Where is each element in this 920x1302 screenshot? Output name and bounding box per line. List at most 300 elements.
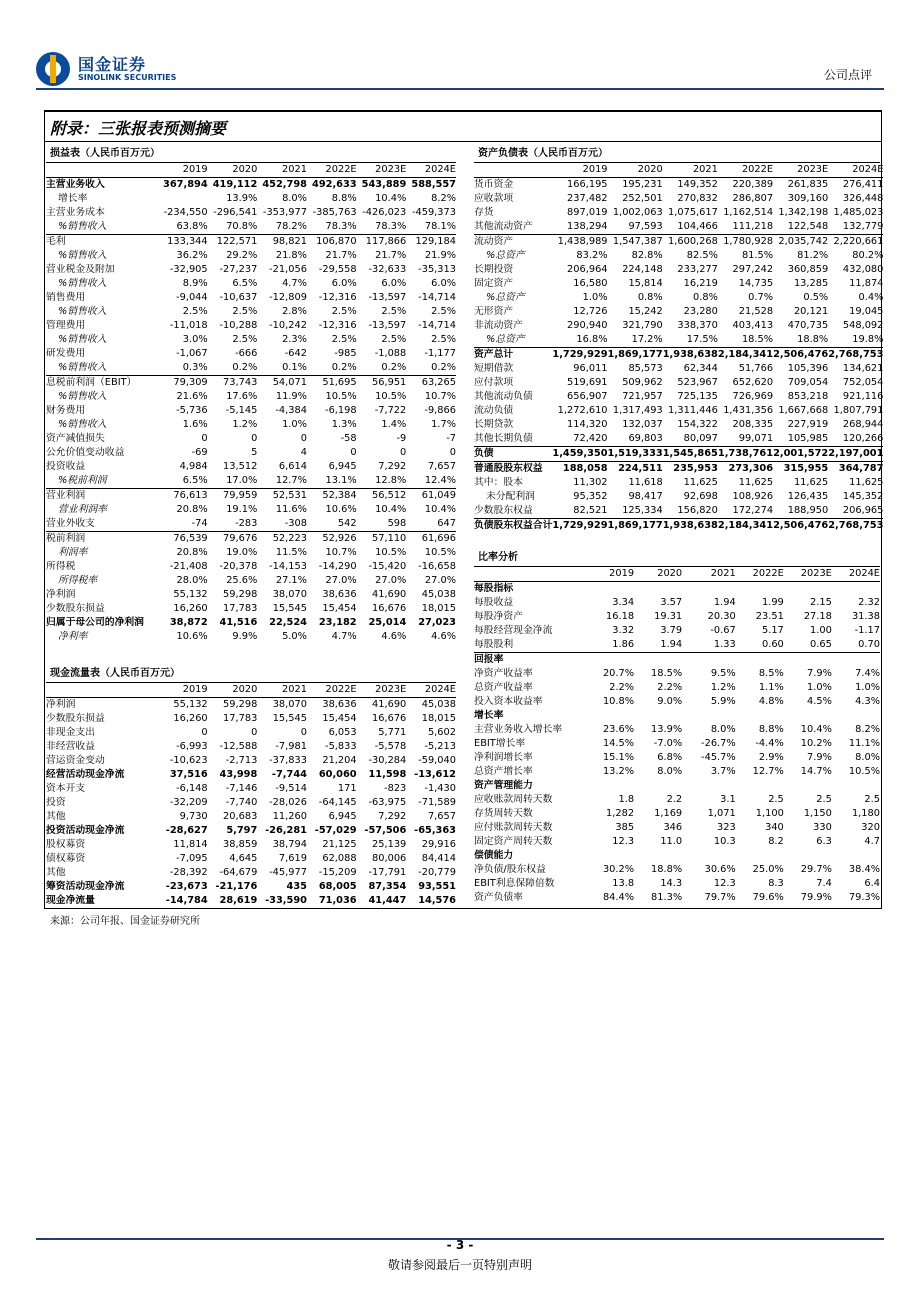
- row-value: -63,975: [368, 797, 407, 808]
- table-row: [46, 782, 456, 796]
- row-value: 0: [251, 727, 258, 738]
- row-value: 11.5%: [275, 547, 307, 558]
- row-value: -9: [396, 433, 407, 444]
- row-label: 净负债/股东权益: [474, 864, 546, 875]
- table-row: [474, 624, 880, 638]
- row-value: -14,290: [318, 561, 357, 572]
- ratio-year-header: [474, 567, 880, 582]
- row-value: 13.1%: [325, 475, 357, 486]
- header-label-cell: [46, 163, 158, 178]
- row-value: 15,454: [322, 713, 357, 724]
- row-value: 14.3: [660, 878, 683, 889]
- row-value: 18.8%: [651, 864, 683, 875]
- row-value: 0: [300, 433, 307, 444]
- row-value: 224,148: [622, 264, 663, 275]
- row-label: 非流动资产: [474, 320, 523, 331]
- row-value: 1,459,350: [552, 447, 607, 462]
- table-row: [46, 220, 456, 235]
- row-value: -30,284: [368, 755, 407, 766]
- year-header: 2024E: [832, 567, 880, 582]
- row-value: 51,766: [738, 363, 774, 374]
- row-value: -13,597: [368, 292, 407, 303]
- row-value: 14,576: [418, 895, 456, 906]
- table-row: [474, 737, 880, 751]
- table-row: [474, 504, 883, 519]
- row-value: -666: [235, 348, 258, 359]
- row-value: 6,945: [328, 461, 357, 472]
- page-number: - 3 -: [446, 1238, 474, 1252]
- row-value: 8.8%: [758, 724, 784, 735]
- row-value: 233,277: [677, 264, 718, 275]
- cashflow-statement: [46, 666, 456, 908]
- row-label: 营业税金及附加: [46, 264, 115, 275]
- row-value: -15,420: [368, 561, 407, 572]
- row-value: 23,182: [318, 617, 357, 628]
- row-value: 5.17: [761, 625, 784, 636]
- row-label: 未分配利润: [486, 491, 535, 502]
- row-value: -5,736: [176, 405, 208, 416]
- row-value: 11,625: [683, 477, 718, 488]
- row-value: -28,026: [269, 797, 307, 808]
- row-label: 其他长期负债: [474, 433, 533, 444]
- row-value: 8.5%: [758, 668, 784, 679]
- table-row: [474, 333, 883, 348]
- row-value: 6.5%: [182, 475, 208, 486]
- row-label: 净利润增长率: [474, 752, 533, 763]
- row-value: 1,667,668: [778, 405, 829, 416]
- row-value: 13.8: [612, 878, 635, 889]
- row-value: 16,219: [683, 278, 718, 289]
- row-value: 3.34: [612, 597, 635, 608]
- row-value: 2.3%: [282, 334, 307, 345]
- row-value: 326,448: [842, 193, 884, 204]
- row-value: 1,180: [851, 808, 880, 819]
- table-row: [474, 653, 880, 668]
- row-label: 税前利润: [46, 532, 158, 547]
- row-value: 0.8%: [637, 292, 663, 303]
- row-value: 105,985: [787, 433, 829, 444]
- row-value: 1.1%: [758, 682, 784, 693]
- row-value: 2.5%: [331, 306, 357, 317]
- row-value: 2.5%: [232, 306, 258, 317]
- row-label: 流动资产: [474, 235, 552, 250]
- row-value: 43,998: [219, 769, 258, 780]
- table-row: [46, 588, 456, 602]
- row-value: 11,260: [272, 811, 307, 822]
- table-row: [474, 610, 880, 624]
- row-value: 97,593: [628, 221, 663, 232]
- row-value: [832, 779, 880, 793]
- row-value: 268,944: [842, 419, 884, 430]
- row-value: -13,612: [414, 769, 456, 780]
- row-value: -71,589: [418, 797, 456, 808]
- row-value: 5.0%: [282, 631, 307, 642]
- row-label: 销售费用: [46, 292, 86, 303]
- row-value: 122,571: [208, 235, 258, 250]
- row-label: 每股股利: [474, 639, 514, 650]
- row-label: 其他: [46, 811, 66, 822]
- row-value: 435: [286, 881, 307, 892]
- table-row: [46, 404, 456, 418]
- row-value: 1.0%: [282, 419, 307, 430]
- row-value: 0: [400, 447, 407, 458]
- row-value: 106,870: [307, 235, 357, 250]
- row-value: 30.6%: [704, 864, 736, 875]
- row-value: 2,035,742: [773, 235, 828, 250]
- row-value: 55,132: [173, 589, 208, 600]
- row-value: 13,285: [793, 278, 829, 289]
- row-label: %销售收入: [58, 419, 107, 430]
- row-label: 利润率: [58, 547, 88, 558]
- row-value: 8.3: [768, 878, 784, 889]
- row-value: 62,088: [322, 853, 357, 864]
- table-row: [474, 376, 883, 390]
- row-value: 8.2: [768, 836, 784, 847]
- row-value: 419,112: [212, 179, 258, 190]
- row-value: -69: [191, 447, 208, 458]
- header-label-cell: [474, 567, 586, 582]
- row-value: 7.9%: [806, 752, 832, 763]
- row-value: [682, 582, 736, 597]
- row-label: 所得税率: [58, 575, 98, 586]
- table-row: [46, 517, 456, 532]
- row-value: 0: [201, 433, 208, 444]
- row-value: -296,541: [213, 207, 258, 218]
- row-value: 1,431,356: [723, 405, 774, 416]
- row-label: 长期贷款: [474, 419, 514, 430]
- row-label: 每股净资产: [474, 611, 523, 622]
- table-row: [46, 277, 456, 291]
- row-value: 21.6%: [176, 391, 208, 402]
- row-value: 470,735: [787, 320, 829, 331]
- table-row: [474, 709, 880, 723]
- row-value: 17,783: [223, 713, 258, 724]
- row-value: 57,110: [357, 532, 407, 547]
- table-row: [46, 333, 456, 347]
- table-row: [474, 263, 883, 277]
- row-value: [682, 849, 736, 863]
- row-value: 16,676: [372, 713, 407, 724]
- row-value: 921,116: [842, 391, 884, 402]
- row-value: 10.5%: [325, 391, 357, 402]
- row-value: 10.5%: [375, 391, 407, 402]
- row-value: -1,177: [424, 348, 456, 359]
- row-value: 5: [251, 447, 258, 458]
- cashflow-table: [46, 683, 456, 908]
- table-row: [474, 319, 883, 333]
- row-value: 286,807: [732, 193, 774, 204]
- row-value: 6,053: [328, 727, 357, 738]
- row-value: 4.3%: [855, 696, 880, 707]
- row-value: 8.8%: [331, 193, 357, 204]
- row-value: 385: [615, 822, 635, 833]
- cashflow-year-header: [46, 683, 456, 698]
- year-header: 2020: [608, 163, 663, 178]
- row-value: 1,519,333: [608, 447, 663, 462]
- row-value: [634, 582, 682, 597]
- row-value: 38.4%: [848, 864, 880, 875]
- row-value: 2,506,476: [773, 349, 829, 360]
- row-value: 16.8%: [576, 334, 608, 345]
- row-label: 每股指标: [474, 583, 514, 594]
- row-value: -64,145: [318, 797, 357, 808]
- row-value: 297,242: [732, 264, 774, 275]
- row-value: 6.3: [816, 836, 832, 847]
- row-label: 其他流动资产: [474, 221, 533, 232]
- row-value: 87,354: [368, 881, 407, 892]
- row-value: -7.0%: [653, 738, 683, 749]
- row-value: 114,320: [567, 419, 608, 430]
- row-value: 13.9%: [226, 193, 258, 204]
- row-label: 流动负债: [474, 405, 514, 416]
- row-value: [784, 849, 832, 863]
- row-value: 227,919: [787, 419, 829, 430]
- row-label: 主营业务收入: [46, 179, 105, 190]
- year-header: 2019: [552, 163, 607, 178]
- row-value: -12,809: [269, 292, 307, 303]
- row-label: %销售收入: [58, 221, 107, 232]
- table-row: [474, 178, 883, 193]
- row-value: 10.8%: [602, 696, 635, 707]
- table-row: [46, 235, 456, 250]
- row-value: 12.8%: [375, 475, 407, 486]
- row-value: -7,722: [374, 405, 407, 416]
- row-value: 2.5%: [381, 334, 407, 345]
- income-title: 损益表（人民币百万元）: [46, 146, 456, 163]
- table-row: [474, 891, 880, 905]
- row-value: 1,938,638: [662, 349, 718, 360]
- row-value: 1,780,928: [718, 235, 773, 250]
- row-value: 10.7%: [325, 547, 357, 558]
- row-value: -5,213: [424, 741, 456, 752]
- row-value: 117,866: [357, 235, 407, 250]
- row-label: 每股经营现金净流: [474, 625, 553, 636]
- row-value: 0.2%: [431, 362, 456, 373]
- row-label: 非现金支出: [46, 727, 95, 738]
- row-value: -12,316: [318, 292, 357, 303]
- row-value: -1,430: [424, 783, 456, 794]
- row-value: 8.0%: [855, 752, 880, 763]
- row-label: 研发费用: [46, 348, 86, 359]
- row-value: 9,730: [179, 811, 208, 822]
- row-value: 25.0%: [752, 864, 784, 875]
- year-header: 2020: [208, 683, 258, 698]
- table-row: [46, 432, 456, 446]
- row-value: 20.8%: [176, 547, 208, 558]
- row-value: [158, 192, 208, 206]
- row-value: 542: [337, 518, 357, 529]
- row-value: 28,619: [219, 895, 258, 906]
- row-value: 96,011: [573, 363, 608, 374]
- row-value: 1.4%: [381, 419, 407, 430]
- row-value: 10.4%: [424, 504, 456, 515]
- table-row: [474, 849, 880, 863]
- row-label: 归属于母公司的净利润: [46, 617, 144, 628]
- row-value: [736, 779, 784, 793]
- table-row: [474, 404, 883, 418]
- row-value: 1.7%: [431, 419, 456, 430]
- row-value: 41,447: [368, 895, 407, 906]
- row-value: 56,512: [357, 489, 407, 504]
- row-value: 273,306: [718, 462, 773, 477]
- row-value: 5.9%: [710, 696, 736, 707]
- row-value: -14,714: [418, 320, 456, 331]
- row-value: 10.7%: [424, 391, 456, 402]
- table-row: [46, 894, 456, 908]
- row-value: -6,198: [325, 405, 357, 416]
- row-value: 52,223: [257, 532, 307, 547]
- table-row: [46, 305, 456, 319]
- row-value: 125,334: [622, 505, 663, 516]
- row-value: [784, 709, 832, 723]
- row-value: 14.7%: [800, 766, 832, 777]
- row-value: 208,335: [732, 419, 774, 430]
- table-row: [474, 249, 883, 263]
- table-row: [474, 305, 883, 319]
- table-row: [46, 838, 456, 852]
- row-value: 11,625: [849, 477, 884, 488]
- row-value: 5,602: [427, 727, 456, 738]
- row-value: 0: [300, 727, 307, 738]
- row-value: 0.2%: [331, 362, 357, 373]
- row-label: 少数股东权益: [474, 505, 533, 516]
- row-value: 315,955: [773, 462, 828, 477]
- row-value: 7.9%: [806, 668, 832, 679]
- row-value: 0.2%: [381, 362, 407, 373]
- row-value: 652,620: [732, 377, 774, 388]
- table-row: [46, 880, 456, 894]
- row-value: 120,266: [842, 433, 884, 444]
- table-row: [46, 291, 456, 305]
- row-value: 4,645: [229, 853, 258, 864]
- row-value: -45.7%: [701, 752, 736, 763]
- table-row: [474, 192, 883, 206]
- row-value: 11,625: [738, 477, 774, 488]
- row-value: 725,135: [677, 391, 718, 402]
- row-label: 息税前利润（EBIT）: [46, 376, 158, 391]
- row-value: 31.38: [851, 611, 880, 622]
- row-label: 主营业务收入增长率: [474, 724, 563, 735]
- row-value: -14,714: [418, 292, 456, 303]
- row-value: 29.7%: [800, 864, 832, 875]
- table-row: [46, 361, 456, 376]
- row-label: 短期借款: [474, 363, 514, 374]
- row-value: 338,370: [677, 320, 718, 331]
- row-value: 72,420: [573, 433, 608, 444]
- year-header: 2023E: [357, 683, 407, 698]
- row-value: 21.7%: [375, 250, 407, 261]
- row-value: 12.3: [713, 878, 736, 889]
- row-label: 经营活动现金净流: [46, 769, 125, 780]
- row-value: 76,539: [158, 532, 208, 547]
- row-value: 28.0%: [176, 575, 208, 586]
- row-value: 73,743: [208, 376, 258, 391]
- row-label: %销售收入: [58, 391, 107, 402]
- table-row: [474, 390, 883, 404]
- row-label: 其他流动负债: [474, 391, 533, 402]
- disclaimer: 敬请参阅最后一页特别声明: [387, 1258, 532, 1272]
- row-value: 111,218: [732, 221, 774, 232]
- row-value: 38,636: [322, 699, 357, 710]
- row-value: -28,627: [165, 825, 208, 836]
- row-value: 2.5%: [182, 306, 208, 317]
- row-value: 21.7%: [325, 250, 357, 261]
- year-header: 2019: [586, 567, 634, 582]
- row-value: 4.8%: [758, 696, 784, 707]
- row-value: 4,984: [179, 461, 208, 472]
- row-value: 1,547,387: [608, 235, 663, 250]
- row-value: 5,797: [226, 825, 258, 836]
- row-value: 492,633: [312, 179, 357, 190]
- row-value: 21.8%: [275, 250, 307, 261]
- row-value: 1.33: [713, 639, 736, 650]
- row-value: 80.2%: [852, 250, 884, 261]
- table-row: [46, 630, 456, 644]
- row-value: 81.5%: [741, 250, 774, 261]
- table-row: [474, 582, 880, 597]
- row-value: 432,080: [842, 264, 884, 275]
- table-row: [474, 362, 883, 376]
- row-value: 1,169: [654, 808, 683, 819]
- row-value: -33,590: [265, 895, 307, 906]
- table-row: [46, 206, 456, 220]
- year-header: 2023E: [357, 163, 407, 178]
- table-row: [474, 681, 880, 695]
- row-label: 存货: [474, 207, 494, 218]
- row-value: 0.5%: [803, 292, 829, 303]
- row-value: 17.6%: [226, 391, 258, 402]
- table-row: [46, 712, 456, 726]
- row-value: 79.3%: [848, 892, 880, 903]
- balance-table: [474, 163, 883, 533]
- row-value: 2,184,341: [717, 520, 774, 531]
- row-value: 104,466: [677, 221, 718, 232]
- row-value: 18.5%: [651, 668, 683, 679]
- row-value: 3.1: [720, 794, 736, 805]
- row-value: 68,005: [318, 881, 357, 892]
- row-value: 8.0%: [657, 766, 683, 777]
- year-header: 2022E: [718, 163, 773, 178]
- row-value: [682, 653, 736, 668]
- row-value: 1.6%: [182, 419, 208, 430]
- row-value: 206,965: [842, 505, 884, 516]
- row-value: 403,413: [732, 320, 774, 331]
- row-value: [682, 709, 736, 723]
- row-value: 71,036: [318, 895, 357, 906]
- row-value: -57,029: [314, 825, 357, 836]
- table-row: [46, 852, 456, 866]
- row-value: 16,676: [372, 603, 407, 614]
- row-value: 543,889: [361, 179, 407, 190]
- row-label: 毛利: [46, 235, 158, 250]
- row-value: -74: [191, 518, 208, 529]
- row-value: 2.5: [864, 794, 880, 805]
- row-value: -642: [284, 348, 307, 359]
- row-value: 320: [861, 822, 880, 833]
- row-value: 10.5%: [848, 766, 880, 777]
- table-row: [46, 560, 456, 574]
- table-row: [474, 432, 883, 447]
- row-value: -234,550: [163, 207, 208, 218]
- row-value: 27.0%: [375, 575, 407, 586]
- row-value: 70.8%: [226, 221, 258, 232]
- row-label: 存货周转天数: [474, 808, 533, 819]
- row-value: 3.7%: [710, 766, 736, 777]
- row-value: 52,926: [307, 532, 357, 547]
- row-value: 41,516: [219, 617, 258, 628]
- row-value: 11,598: [368, 769, 407, 780]
- row-value: 367,894: [163, 179, 208, 190]
